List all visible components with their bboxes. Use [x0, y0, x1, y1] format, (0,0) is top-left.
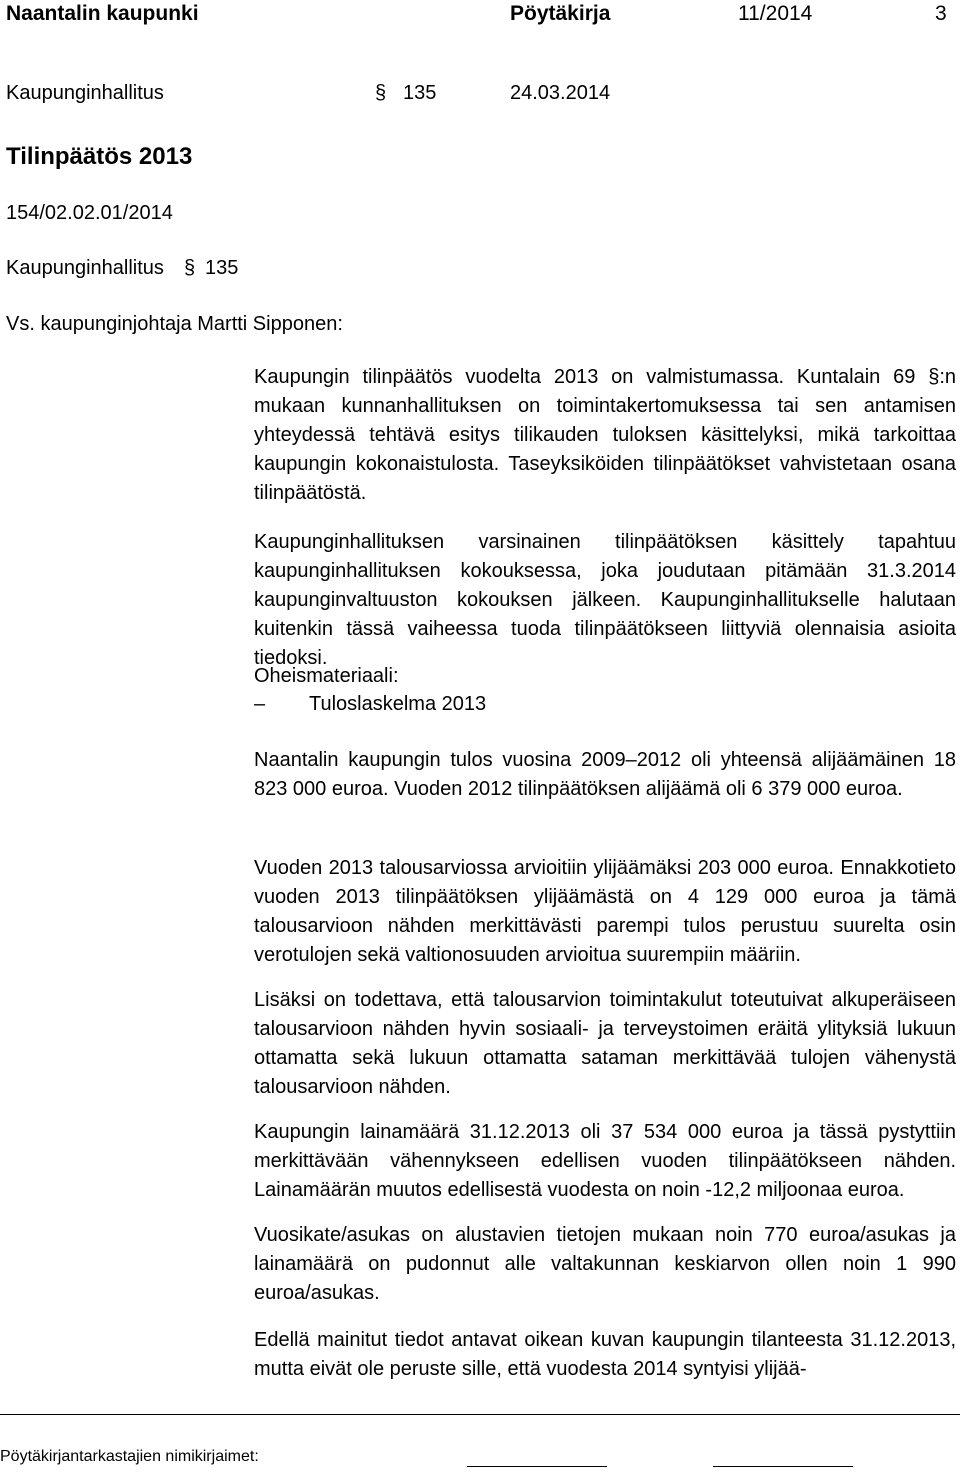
signature-line-1 — [467, 1466, 607, 1467]
header-issue: 11/2014 — [738, 2, 813, 25]
presenter: Vs. kaupunginjohtaja Martti Sipponen: — [6, 313, 343, 335]
page-header — [0, 0, 960, 30]
paragraph-1-part-b: :n mukaan kunnanhallituksen on toimintakertomuksessa tai sen antamisen yhteydessä tehtävä esitys tilikauden tuloksen käsittelyksi, mikä tarkoittaa kaupungin kokonaistulosta. Taseyksiköiden tilinpäätökset vahvistetaan osana tilinpäätöstä. — [254, 366, 956, 504]
footer-divider — [0, 1414, 960, 1415]
meta-section-sign: § — [375, 82, 387, 104]
header-org: Naantalin kaupunki — [6, 2, 199, 25]
history-section-sign: § — [184, 257, 196, 279]
paragraph-8: Edellä mainitut tiedot antavat oikean kuvan kaupungin tilanteesta 31.12.2013, mutta eivät ole peruste sille, että vuodesta 2014 syntyisi ylijää- — [254, 1329, 956, 1380]
paragraph-5: Lisäksi on todettava, että talousarvion toimintakulut toteutuivat alkuperäiseen talousarvioon nähden hyvin sosiaali- ja terveystoimen eräitä ylityksiä lukuun ottamatta sekä lukuun ottamatta sataman merkittävää tulojen vähenystä talousarvioon nähden. — [254, 989, 956, 1098]
footer-signature-label: Pöytäkirjantarkastajien nimikirjaimet: — [0, 1448, 259, 1465]
page-title: Tilinpäätös 2013 — [6, 143, 193, 170]
attachment-item-label: Tuloslaskelma 2013 — [309, 693, 487, 715]
history-section-number: 135 — [205, 257, 239, 279]
paragraph-6: Kaupungin lainamäärä 31.12.2013 oli 37 534 000 euroa ja tässä pystyttiin merkittävään vähennykseen edellisen vuoden tilinpäätökseen nähden. Lainamäärän muutos edellisestä vuodesta on noin -12,2 miljoonaa euroa. — [254, 1121, 956, 1201]
header-page-number: 3 — [935, 2, 947, 25]
paragraph-1-part-a: Kaupungin tilinpäätös vuodelta 2013 on valmistumassa. Kuntalain 69 — [254, 366, 929, 388]
record-id: 154/02.02.01/2014 — [6, 202, 173, 224]
attachment-dash: – — [254, 693, 266, 715]
signature-line-2 — [713, 1466, 853, 1467]
header-doc-type: Pöytäkirja — [510, 2, 611, 25]
paragraph-1 — [254, 363, 956, 508]
meta-body: Kaupunginhallitus — [6, 82, 164, 104]
meta-section-number: 135 — [403, 82, 437, 104]
paragraph-7: Vuosikate/asukas on alustavien tietojen mukaan noin 770 euroa/asukas ja lainamäärä on pudonnut alle valtakunnan keskiarvon ollen noin 1 990 euroa/asukas. — [254, 1224, 956, 1304]
attachments-label: Oheismateriaali: — [254, 665, 399, 687]
history-body: Kaupunginhallitus — [6, 257, 164, 279]
paragraph-3: Naantalin kaupungin tulos vuosina 2009–2012 oli yhteensä alijäämäinen 18 823 000 euroa. Vuoden 2012 tilinpäätöksen alijäämä oli 6 379 000 euroa. — [254, 749, 956, 800]
meta-date: 24.03.2014 — [510, 82, 611, 104]
paragraph-2: Kaupunginhallituksen varsinainen tilinpäätöksen käsittely tapahtuu kaupunginhallituksen kokouksessa, joka joudutaan pitämään 31.3.2014 kaupunginvaltuuston kokouksen jälkeen. Kaupunginhallitukselle halutaan kuitenkin tässä vaiheessa tuoda tilinpäätökseen liittyviä olennaisia asioita tiedoksi. — [254, 531, 956, 669]
paragraph-4: Vuoden 2013 talousarviossa arvioitiin ylijäämäksi 203 000 euroa. Ennakkotieto vuoden 2013 tilinpäätöksen ylijäämästä on 4 129 000 euroa ja tämä talousarvioon nähden merkittävästi parempi tulos perustuu suurelta osin verotulojen sekä valtionosuuden arvioitua suurempiin määriin. — [254, 857, 956, 966]
section-sign: § — [928, 366, 940, 388]
